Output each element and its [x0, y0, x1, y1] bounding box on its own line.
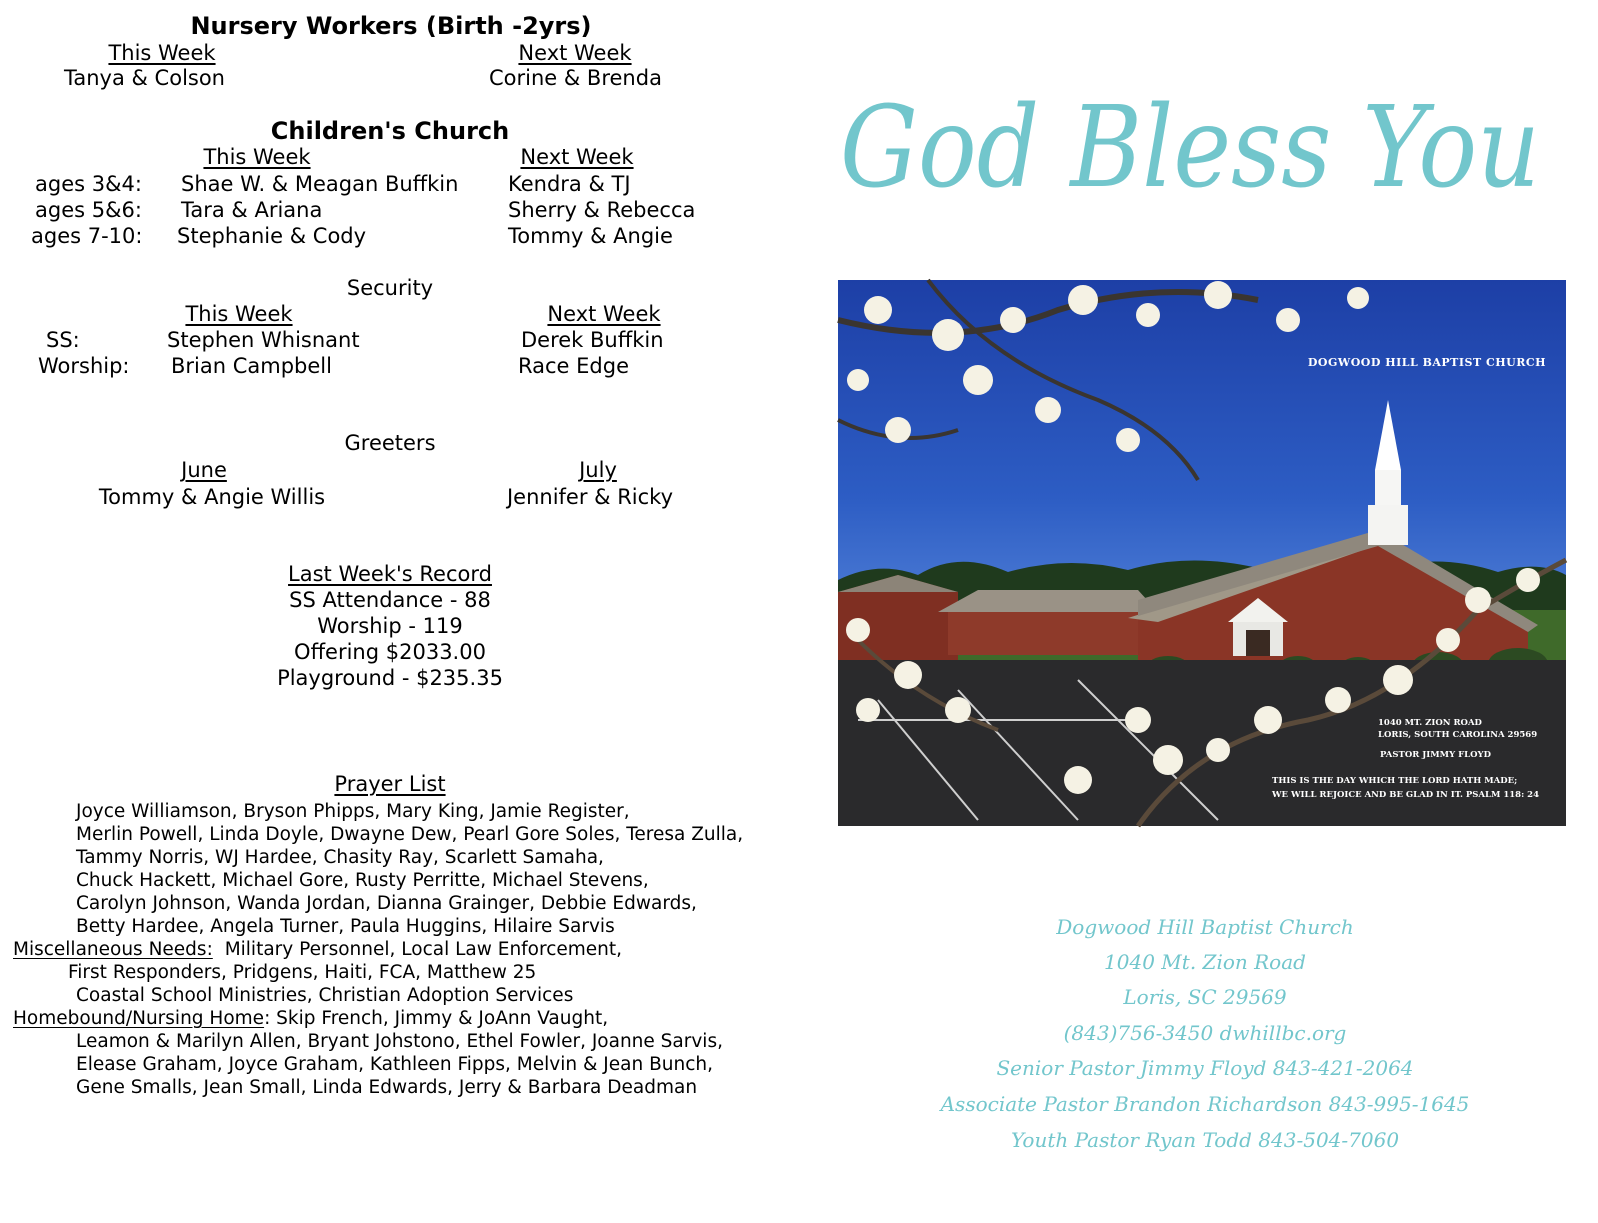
cc-row-ages: ages 5&6:	[35, 198, 142, 222]
security-next-week: Derek Buffkin	[521, 328, 664, 352]
cc-row-next-week: Tommy & Angie	[508, 224, 673, 248]
photo-church-name: DOGWOOD HILL BAPTIST CHURCH	[1307, 356, 1546, 369]
nursery-next-week: Corine & Brenda	[489, 66, 662, 90]
contact-phone-website: (843)756-3450 dwhillbc.org	[1063, 1021, 1347, 1045]
contact-church-name: Dogwood Hill Baptist Church	[1056, 915, 1354, 939]
record-line: Playground - $235.35	[277, 666, 503, 690]
prayer-title: Prayer List	[334, 772, 446, 796]
church-photo	[838, 280, 1566, 826]
greeters-june-label: June	[181, 458, 227, 482]
greeters-june: Tommy & Angie Willis	[98, 485, 326, 509]
record-line: SS Attendance - 88	[289, 588, 491, 612]
prayer-line: Joyce Williamson, Bryson Phipps, Mary King, Jamie Register,	[76, 801, 630, 822]
photo-verse-2: WE WILL REJOICE AND BE GLAD IN IT. PSALM 118: 24	[1272, 790, 1540, 800]
homebound-line: Gene Smalls, Jean Small, Linda Edwards, Jerry & Barbara Deadman	[76, 1077, 698, 1098]
record-line: Offering $2033.00	[294, 640, 486, 664]
photo-address-1: 1040 MT. ZION ROAD	[1378, 718, 1482, 728]
homebound-line: Elease Graham, Joyce Graham, Kathleen Fipps, Melvin & Jean Bunch,	[76, 1054, 713, 1075]
security-title: Security	[346, 276, 434, 300]
photo-verse-1: THIS IS THE DAY WHICH THE LORD HATH MADE;	[1272, 776, 1518, 786]
cc-row-ages: ages 7-10:	[31, 224, 143, 248]
prayer-line: Betty Hardee, Angela Turner, Paula Huggins, Hilaire Sarvis	[76, 916, 615, 937]
security-next-week: Race Edge	[518, 354, 629, 378]
security-next-week-label: Next Week	[547, 302, 661, 326]
prayer-line: Tammy Norris, WJ Hardee, Chasity Ray, Scarlett Samaha,	[76, 847, 604, 868]
cc-row-next-week: Sherry & Rebecca	[508, 198, 696, 222]
record-line: Worship - 119	[317, 614, 463, 638]
cc-row-this-week: Stephanie & Cody	[177, 224, 367, 248]
cc-row-ages: ages 3&4:	[35, 172, 142, 196]
security-this-week: Brian Campbell	[171, 354, 332, 378]
god-bless-you-heading	[830, 58, 1550, 248]
security-this-week: Stephen Whisnant	[167, 328, 360, 352]
record-title: Last Week's Record	[288, 562, 492, 586]
homebound-label: Homebound/Nursing Home	[13, 1008, 265, 1029]
childrens-church-this-week-label: This Week	[203, 145, 311, 169]
security-role: SS:	[46, 328, 80, 352]
prayer-line: Chuck Hackett, Michael Gore, Rusty Perritte, Michael Stevens,	[76, 870, 649, 891]
homebound-line: Leamon & Marilyn Allen, Bryant Johstono, Ethel Fowler, Joanne Sarvis,	[76, 1031, 723, 1052]
misc-needs-line: Coastal School Ministries, Christian Adoption Services	[76, 985, 574, 1006]
cc-row-this-week: Shae W. & Meagan Buffkin	[181, 172, 459, 196]
security-role: Worship:	[38, 354, 130, 378]
contact-city: Loris, SC 29569	[1123, 985, 1287, 1009]
misc-needs-label: Miscellaneous Needs:	[13, 939, 213, 960]
greeters-july: Jennifer & Ricky	[506, 485, 674, 509]
greeters-title: Greeters	[344, 431, 436, 455]
misc-needs-row	[13, 938, 622, 961]
photo-pastor: PASTOR JIMMY FLOYD	[1380, 750, 1491, 760]
contact-address: 1040 Mt. Zion Road	[1104, 950, 1306, 974]
nursery-this-week: Tanya & Colson	[64, 66, 225, 90]
greeters-july-label: July	[579, 458, 617, 482]
nursery-this-week-label: This Week	[108, 41, 216, 65]
misc-needs-line: Military Personnel, Local Law Enforcement,	[224, 939, 623, 960]
god-bless-you-text: God Bless You	[840, 83, 1540, 213]
misc-needs-line: First Responders, Pridgens, Haiti, FCA, Matthew 25	[68, 962, 537, 983]
contact-senior-pastor: Senior Pastor Jimmy Floyd 843-421-2064	[996, 1056, 1414, 1080]
childrens-church-title: Children's Church	[270, 117, 510, 145]
prayer-line: Carolyn Johnson, Wanda Jordan, Dianna Grainger, Debbie Edwards,	[76, 893, 697, 914]
cc-row-this-week: Tara & Ariana	[181, 198, 323, 222]
homebound-row	[13, 1007, 608, 1030]
contact-block	[840, 915, 1570, 1165]
nursery-next-week-label: Next Week	[518, 41, 632, 65]
security-this-week-label: This Week	[185, 302, 293, 326]
cc-row-next-week: Kendra & TJ	[508, 172, 631, 196]
nursery-title: Nursery Workers (Birth -2yrs)	[190, 12, 592, 40]
contact-youth-pastor: Youth Pastor Ryan Todd 843-504-7060	[1010, 1128, 1400, 1152]
homebound-line: : Skip French, Jimmy & JoAnn Vaught,	[264, 1008, 609, 1029]
photo-address-2: LORIS, SOUTH CAROLINA 29569	[1378, 730, 1538, 740]
childrens-church-next-week-label: Next Week	[520, 145, 634, 169]
contact-associate-pastor: Associate Pastor Brandon Richardson 843-995-1645	[940, 1092, 1470, 1116]
prayer-line: Merlin Powell, Linda Doyle, Dwayne Dew, Pearl Gore Soles, Teresa Zulla,	[76, 824, 744, 845]
